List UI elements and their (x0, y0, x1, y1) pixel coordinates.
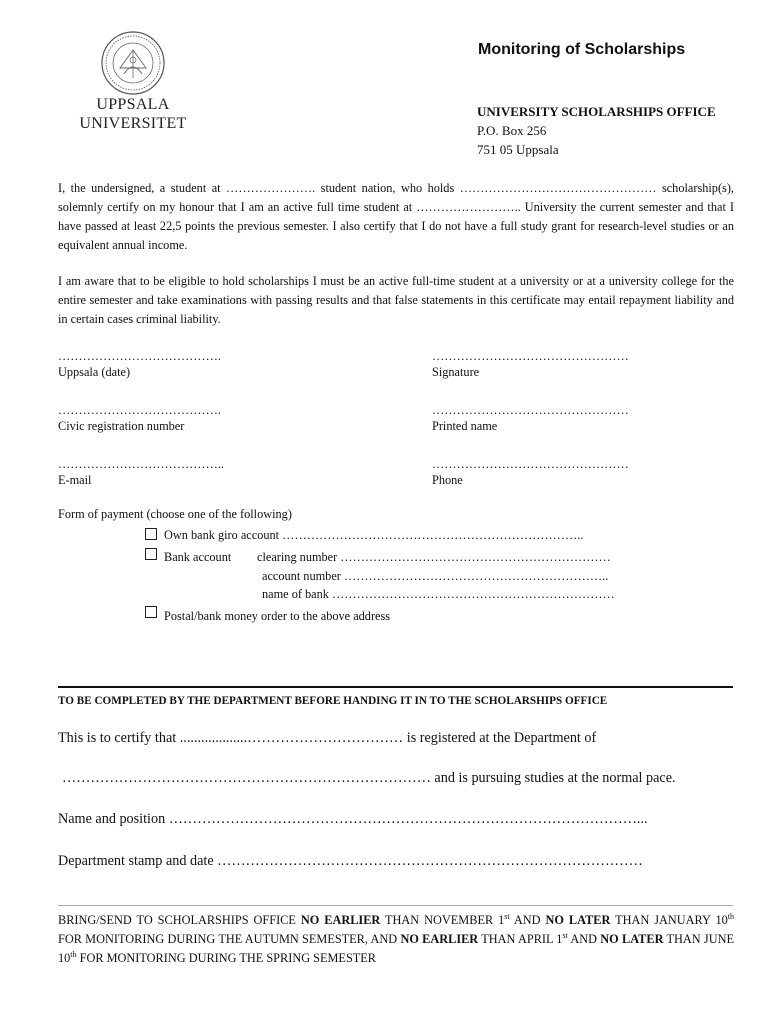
email-label: E-mail (58, 473, 92, 487)
form-title: Monitoring of Scholarships (478, 41, 686, 58)
footer-divider (58, 905, 733, 906)
stamp-date-line[interactable]: Department stamp and date ……………………………………………………………………………… (58, 853, 643, 869)
bank-giro-option: Own bank giro account ……………………………………………………………….. (164, 528, 584, 542)
email-field[interactable]: ………………………………….. (58, 457, 225, 471)
signature-label: Signature (432, 365, 480, 379)
department-line[interactable]: …………………………………………………………………… and is pursuing studies at the normal pace. (62, 770, 676, 786)
phone-field[interactable]: ………………………………………… (432, 457, 629, 471)
civic-registration-label: Civic registration number (58, 419, 185, 433)
bank-account-option: Bank account (164, 550, 232, 564)
civic-registration-field[interactable]: …………………………………. (58, 403, 221, 417)
certification-paragraph: I, the undersigned, a student at …………………. student nation, who holds ………………………………………… scholarship(s), solemnly certify on my honour that I am an active full time student at …………………….. University the current semester and that I have passed at least 22,5 points the previous semester. I also certify that I do not have a full study grant for research-level studies or an equivalent annual income. (58, 181, 734, 252)
university-name-line2: UNIVERSITET (79, 115, 187, 132)
university-name-line1: UPPSALA (96, 96, 170, 113)
name-position-line[interactable]: Name and position ………………………………………………………………………………………... (58, 811, 648, 827)
bank-account-checkbox[interactable] (145, 548, 157, 560)
footer-instructions: BRING/SEND TO SCHOLARSHIPS OFFICE NO EARLIER THAN NOVEMBER 1st AND NO LATER THAN JANUARY 10th FOR MONITORING DURING THE AUTUMN SEMESTER, AND NO EARLIER THAN APRIL 1st AND NO LATER THAN JUNE 10th FOR MONITORING DURING THE SPRING SEMESTER (58, 911, 734, 965)
bank-name-field[interactable]: name of bank …………………………………………………………… (262, 587, 615, 601)
payment-heading: Form of payment (choose one of the following) (58, 507, 292, 521)
money-order-checkbox[interactable] (145, 606, 157, 618)
date-label: Uppsala (date) (58, 365, 131, 379)
section-divider (58, 686, 733, 688)
certify-line[interactable]: This is to certify that ...................…………………………… is registered at the Department of (58, 730, 597, 746)
account-number-field[interactable]: account number ……………………………………………………….. (262, 569, 609, 583)
money-order-option: Postal/bank money order to the above address (164, 609, 391, 623)
office-city: 751 05 Uppsala (477, 142, 559, 157)
office-name: UNIVERSITY SCHOLARSHIPS OFFICE (477, 104, 716, 119)
phone-label: Phone (432, 473, 463, 487)
eligibility-paragraph: I am aware that to be eligible to hold scholarships I must be an active full-time student at a university or at a university college for the entire semester and take examinations with passing results and that false statements in this certificate may entail repayment liability and in certain cases criminal liability. (58, 274, 734, 326)
printed-name-field[interactable]: ………………………………………… (432, 403, 629, 417)
office-box: P.O. Box 256 (477, 123, 547, 138)
bank-giro-checkbox[interactable] (145, 528, 157, 540)
signature-field[interactable]: ………………………………………… (432, 349, 629, 363)
printed-name-label: Printed name (432, 419, 498, 433)
department-heading: TO BE COMPLETED BY THE DEPARTMENT BEFORE HANDING IT IN TO THE SCHOLARSHIPS OFFICE (58, 695, 608, 707)
university-seal-logo (100, 30, 166, 96)
date-field[interactable]: …………………………………. (58, 349, 221, 363)
clearing-number-field[interactable]: clearing number ………………………………………………………… (257, 550, 611, 564)
